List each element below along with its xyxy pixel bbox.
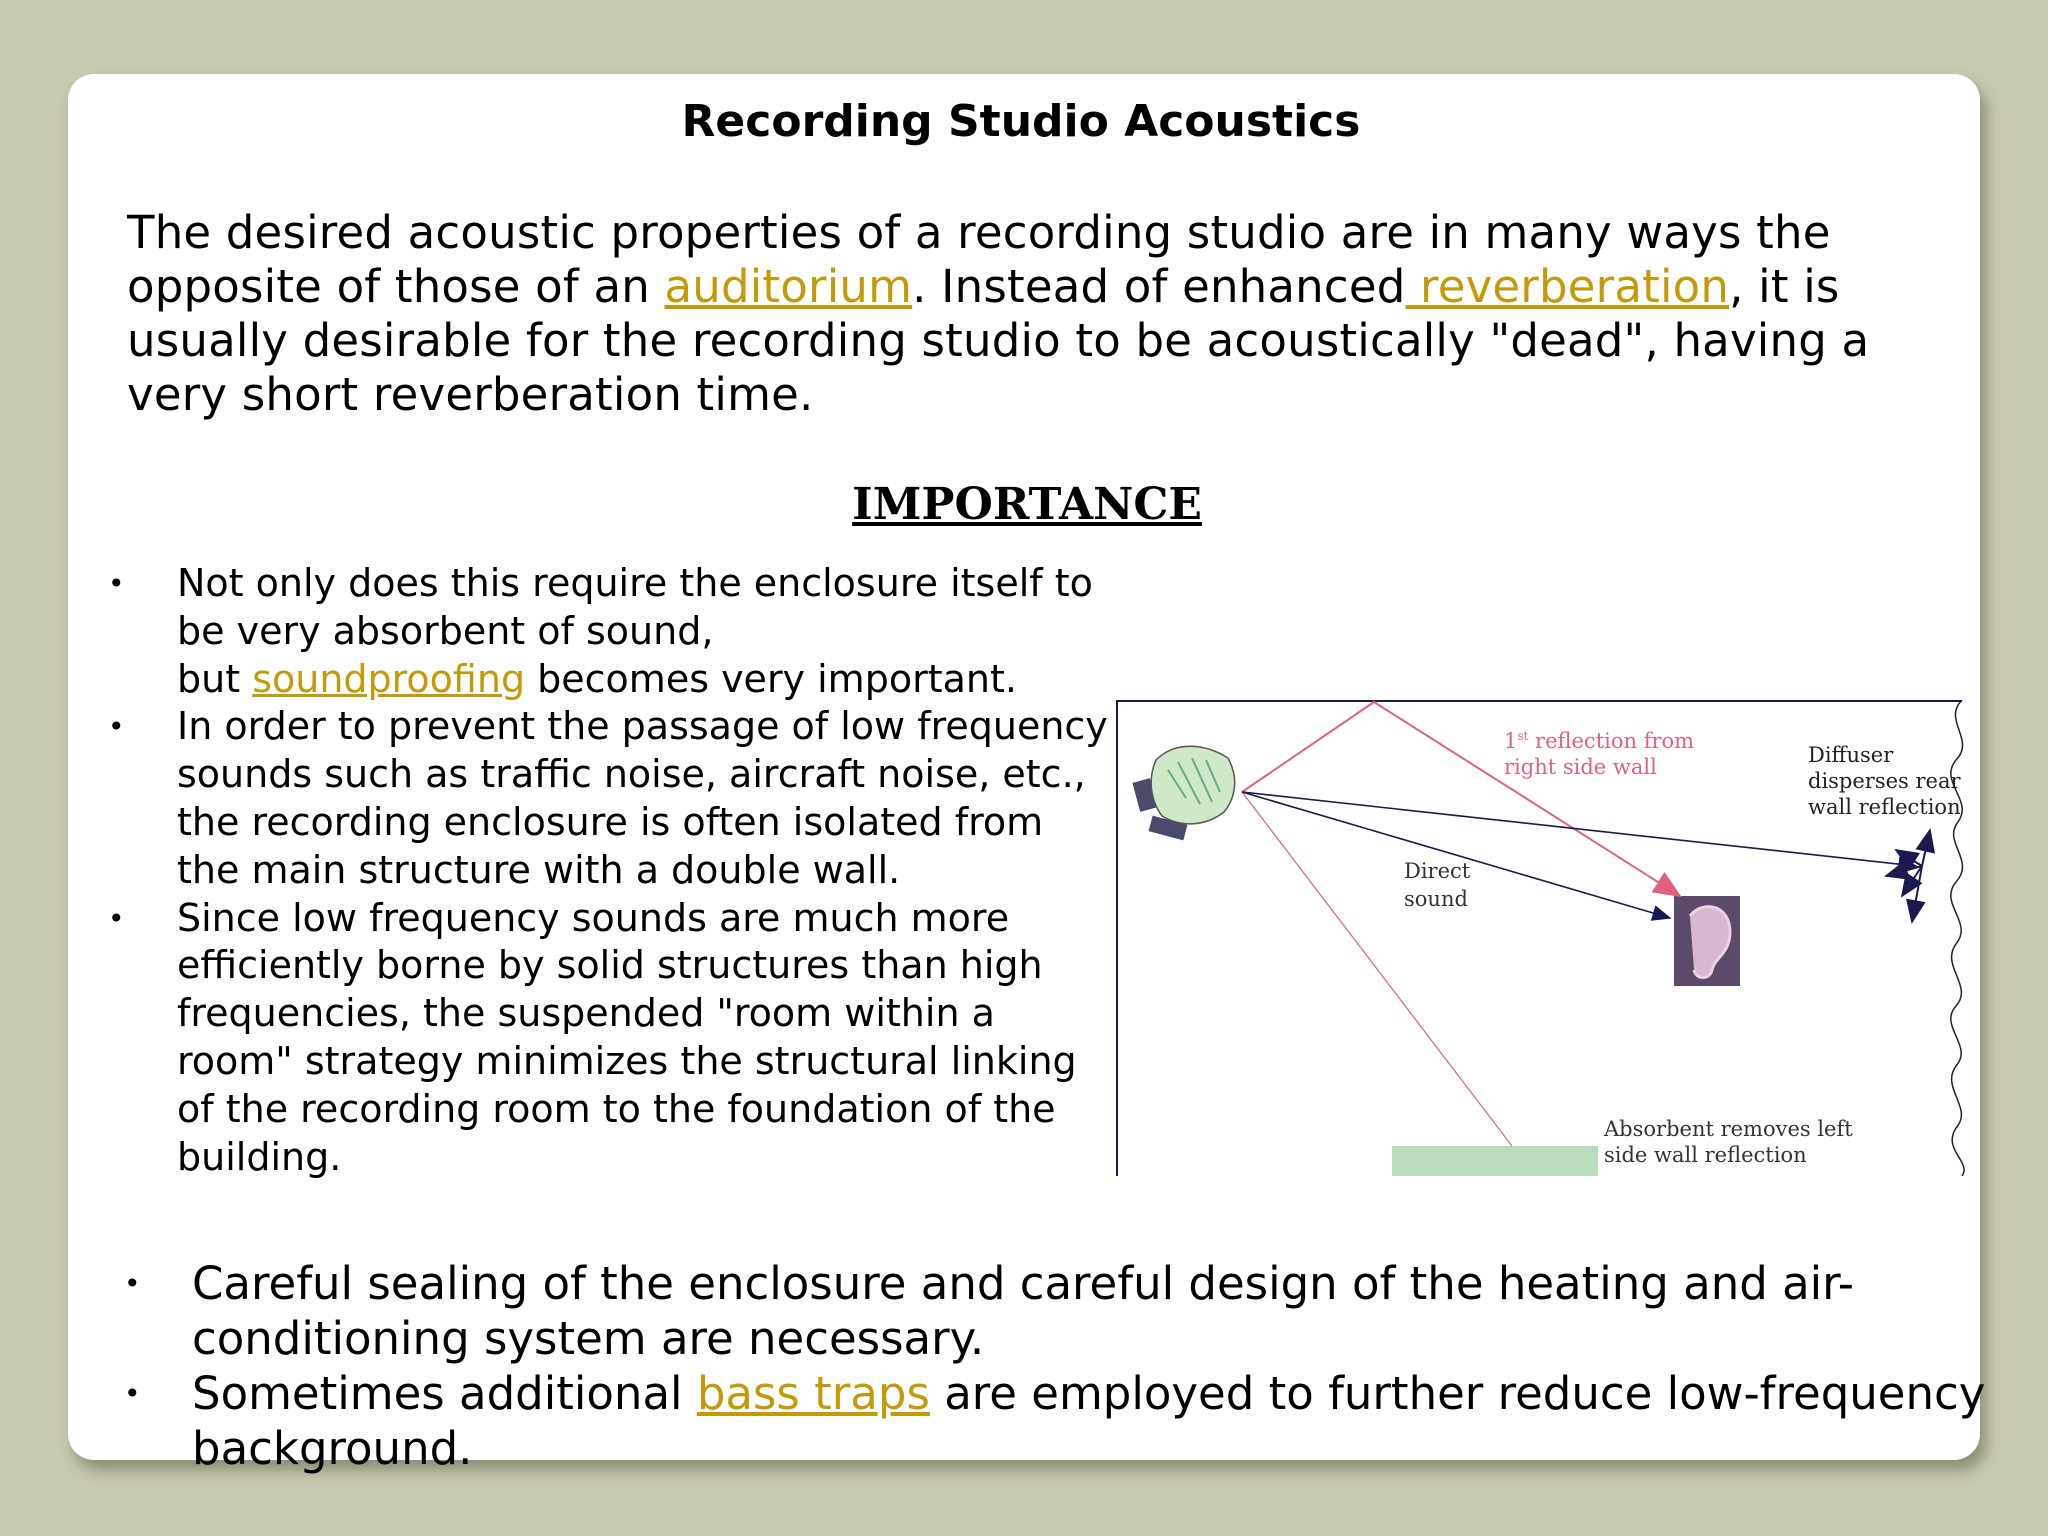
list-item [124, 1256, 2004, 1366]
reflection-label-text: reflection from [1528, 729, 1695, 753]
bottom-bullet-2-after: are employed to further reduce low-frequency background. [192, 1367, 1986, 1475]
bottom-bullet-list [124, 1256, 2004, 1476]
left-wall-reflection-path [1242, 792, 1512, 1146]
bullet-glyph: • [108, 710, 125, 744]
diagram-svg [1116, 700, 1966, 1176]
bullet-glyph: • [124, 1377, 141, 1410]
diffuser-label-3: wall reflection [1808, 795, 1961, 819]
bullet-2-text: In order to prevent the passage of low frequency sounds such as traffic noise, aircraft noise, etc., the recording enclosure is often isolated from the main structure with a double wall. [177, 704, 1108, 892]
bottom-bullet-2-before: Sometimes additional [192, 1367, 697, 1420]
importance-heading: IMPORTANCE [852, 479, 1202, 530]
bullet-glyph: • [124, 1267, 141, 1300]
reflection-label-2: right side wall [1504, 755, 1657, 779]
bullet-3-text: Since low frequency sounds are much more efficiently borne by solid structures than high frequencies, the suspended "room within a room" strategy minimizes the structural linking of the recording room to the foundation of the building. [177, 895, 1077, 1179]
room-acoustics-diagram [1116, 700, 1966, 1176]
bottom-bullet-1-text: Careful sealing of the enclosure and careful design of the heating and air-conditioning system are necessary. [192, 1257, 1855, 1365]
list-item [108, 895, 1108, 1182]
slide-title: Recording Studio Acoustics [681, 96, 1361, 147]
absorbent-label-1: Absorbent removes left [1604, 1117, 1853, 1141]
list-item [108, 560, 1108, 703]
reflection-label-sup: st [1517, 729, 1529, 743]
bullet-1-but: but [177, 656, 253, 701]
intro-text-3: , it is usually desirable for the recording studio to be acoustically "dead", having a very short reverberation time. [127, 260, 1870, 421]
intro-text-2: . Instead of enhanced [912, 260, 1406, 313]
importance-bullet-list [108, 560, 1108, 1181]
soundproofing-link[interactable]: soundproofing [252, 656, 526, 701]
list-item [108, 703, 1108, 894]
reverberation-link[interactable]: reverberation [1405, 260, 1730, 313]
diffuser-scatter-arrows [1886, 830, 1930, 922]
list-item [124, 1366, 2004, 1476]
bullet-1-after: becomes very important. [525, 656, 1017, 701]
direct-label-1: Direct [1404, 859, 1471, 883]
reflection-label-num: 1 [1504, 729, 1518, 753]
bullet-1-text: Not only does this require the enclosure itself to be very absorbent of sound, [177, 561, 1093, 653]
diffuser-label-2: disperses rear [1808, 769, 1961, 793]
absorbent-label-2: side wall reflection [1604, 1143, 1807, 1167]
auditorium-link[interactable]: auditorium [664, 260, 913, 313]
absorbent-panel [1392, 1146, 1598, 1176]
intro-paragraph [127, 206, 1917, 422]
speaker-icon [1132, 746, 1234, 840]
direct-label-2: sound [1404, 887, 1468, 911]
diffuser-label-1: Diffuser [1808, 743, 1894, 767]
intro-text-1: The desired acoustic properties of a recording studio are in many ways the opposite of those of an [127, 206, 1831, 313]
reflection-label [1504, 729, 1694, 753]
bullet-glyph: • [108, 901, 125, 935]
ear-icon [1674, 896, 1740, 986]
bass-traps-link[interactable]: bass traps [696, 1367, 930, 1420]
bullet-glyph: • [108, 567, 125, 600]
